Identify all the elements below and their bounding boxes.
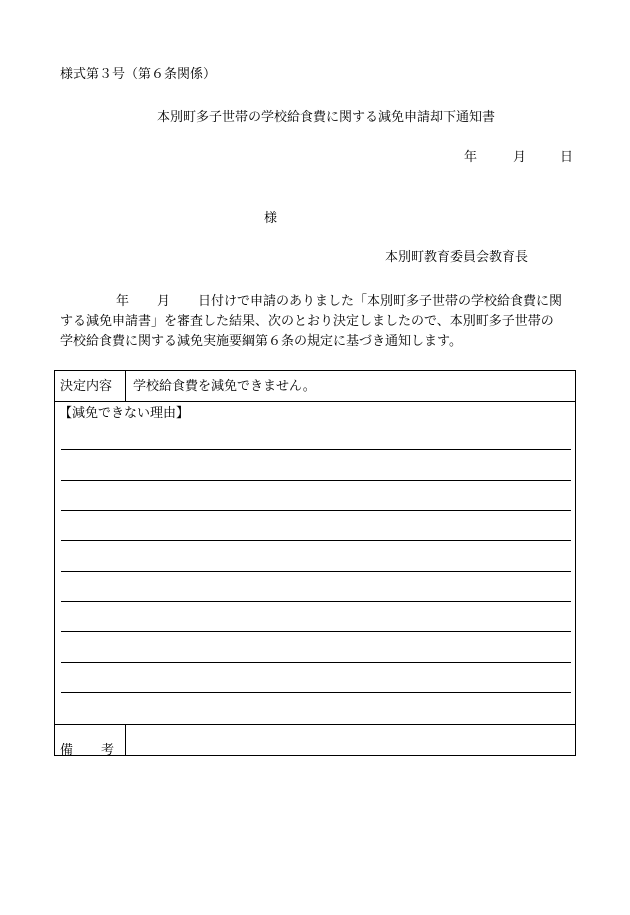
reason-line (61, 510, 571, 511)
reason-line (61, 571, 571, 572)
reason-line (61, 540, 571, 541)
reason-line (61, 692, 571, 693)
date-day-label: 日 (560, 150, 574, 165)
body-line-1 (60, 292, 580, 312)
body-line-3: 学校給食費に関する減免実施要綱第６条の規定に基づき通知します。 (60, 334, 462, 349)
document-title: 本別町多子世帯の学校給食費に関する減免申請却下通知書 (156, 110, 495, 125)
decision-table (54, 370, 576, 756)
decision-value: 学校給食費を減免できません。 (133, 379, 316, 394)
date-year-label: 年 (464, 150, 478, 165)
decision-label: 決定内容 (60, 379, 113, 394)
reason-line (61, 662, 571, 663)
body-line-2: する減免申請書」を審査した結果、次のとおり決定しましたので、本別町多子世帯の (60, 314, 554, 329)
reason-line (61, 480, 571, 481)
remarks-label-cell (55, 725, 126, 758)
notice-body (60, 292, 580, 352)
reason-area (55, 402, 575, 726)
decision-row (55, 371, 575, 402)
body-line-1-text: 日付けで申請のありました「本別町多子世帯の学校給食費に関 (198, 294, 563, 309)
form-number: 様式第３号（第６条関係） (60, 67, 217, 82)
recipient-honorific: 様 (264, 211, 278, 226)
remarks-label-char-1: 備 (60, 743, 74, 758)
sender-name: 本別町教育委員会教育長 (385, 250, 529, 265)
remarks-label-char-2: 考 (101, 743, 115, 758)
reason-line (61, 601, 571, 602)
remarks-row (55, 724, 575, 758)
body-year-label: 年 (116, 294, 130, 309)
reason-line (61, 449, 571, 450)
date-month-label: 月 (513, 150, 527, 165)
remarks-label (60, 734, 116, 758)
reason-heading: 【減免できない理由】 (59, 406, 190, 421)
reason-line (61, 631, 571, 632)
body-month-label: 月 (157, 294, 171, 309)
decision-label-cell (55, 371, 126, 401)
